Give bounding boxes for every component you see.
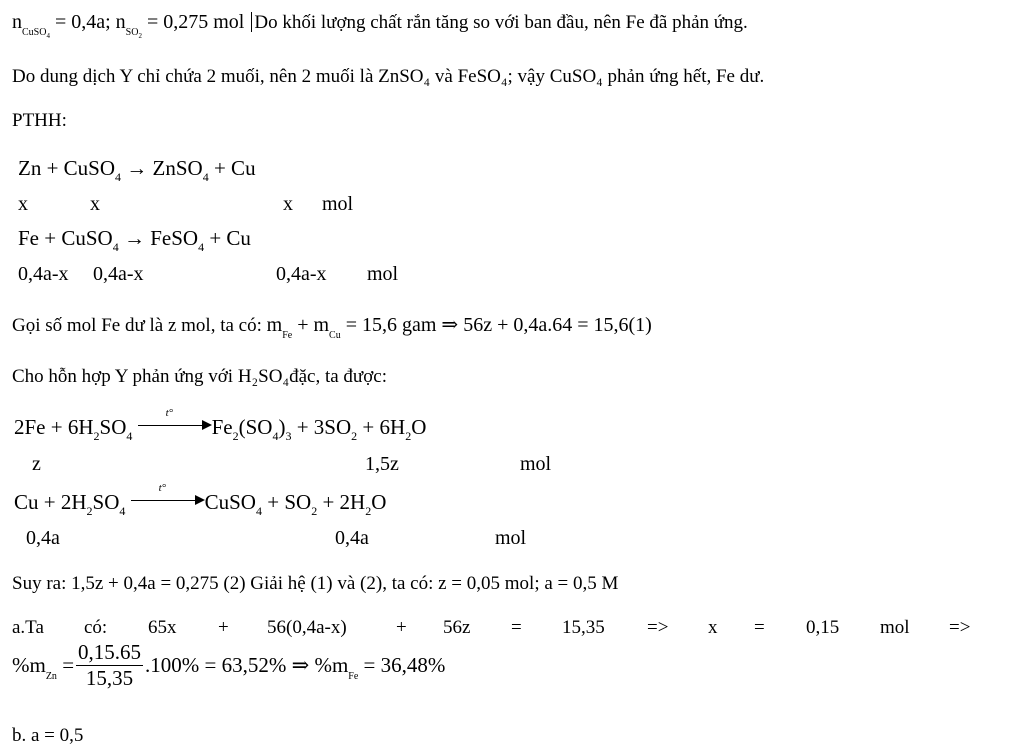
line-given-moles [12,11,748,40]
heat-arrow-2: t° [131,493,205,507]
line-mass-equation: Gọi số mol Fe dư là z mol, ta có: $m_{Fe} + m_{Cu} = 15,6$ gam ⇒ 56z + 0,4a.64 = 15,6(1) [12,314,652,341]
moles-eq2: = 0,275 mol [141,11,245,33]
line1-text: Do khối lượng chất rắn tăng so với ban đầu, nên Fe đã phản ứng. [254,12,748,33]
so2-subscript: SO2 [125,27,142,40]
reaction-fe-h2so4: $2Fe + 6H_2SO_4$ t° $Fe_2(SO_4)_3 + 3SO_2 + 6H_2O$ [14,407,427,443]
fraction: $\frac{0,15.65}{15,35}$ [78,640,142,690]
line-percentage: $\%m_{Zn}$ = $\frac{0,15.65}{15,35}$ .100% = 63,52% ⇒ $\%m_{Fe} = 36,48\%$ [12,640,446,690]
line-solution-y: Do dung dịch Y chỉ chứa 2 muối, nên 2 muối là ZnSO₄ và FeSO₄; vậy CuSO₄ phản ứng hết, Fe dư. [12,66,765,87]
moles-eq1: = 0,4a; n [49,11,126,33]
line-part-b: b. a = 0,5 [12,725,84,746]
reaction-zn-cuso4: Zn + CuSO$_4$ → ZnSO$_4$ + Cu [18,156,256,184]
line-system-solution: Suy ra: 1,5z + 0,4a = 0,275 (2) Giải hệ (1) và (2), ta có: z = 0,05 mol; a = 0,5 M [12,573,619,594]
reaction-cu-h2so4: $Cu + 2H_2SO_4$ t° CuSO$_4$ + $SO_2 + 2H_2O$ [14,482,387,518]
line-h2so4-intro: Cho hỗn hợp Y phản ứng với H₂SO₄đặc, ta được: [12,366,387,387]
reaction-fe-cuso4: Fe + CuSO$_4$ → FeSO$_4$ + Cu [18,226,251,254]
heat-arrow: t° [138,418,212,432]
text-cursor [251,12,252,32]
cuso4-subscript: CuSO4 [22,27,50,40]
n-symbol: n [12,11,22,33]
line-pthh: PTHH: [12,110,67,131]
